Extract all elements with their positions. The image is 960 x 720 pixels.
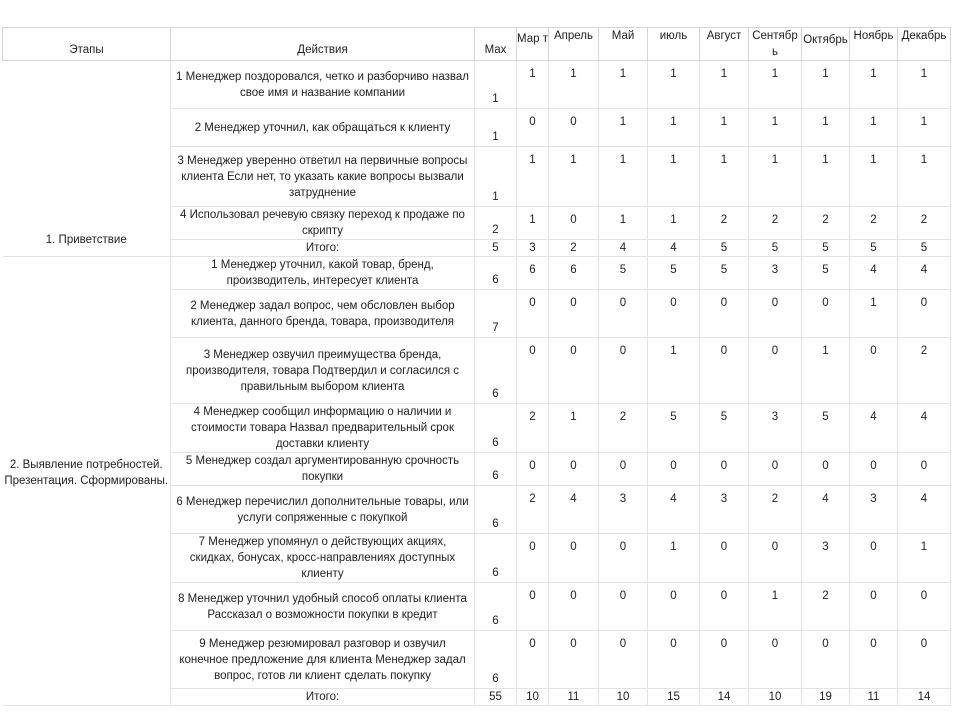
score-value: 0 [549, 534, 599, 583]
score-value: 1 [599, 61, 648, 109]
total-max: 5 [475, 240, 517, 257]
action-text: 2 Менеджер уточнил, как обращаться к клиенту [171, 109, 475, 147]
max-value: 7 [475, 290, 517, 338]
score-value: 0 [749, 453, 802, 486]
score-value: 1 [549, 404, 599, 453]
score-value: 5 [648, 404, 700, 453]
total-label: Итого: [171, 689, 475, 706]
score-value: 1 [898, 61, 951, 109]
score-value: 0 [648, 583, 700, 631]
header-month: Апрель [549, 28, 599, 61]
score-value: 4 [802, 486, 850, 534]
score-value: 1 [802, 338, 850, 404]
score-value: 5 [802, 404, 850, 453]
header-month: Май [599, 28, 648, 61]
score-value: 0 [700, 534, 749, 583]
score-value: 0 [549, 453, 599, 486]
score-value: 1 [517, 61, 549, 109]
score-value: 5 [700, 404, 749, 453]
stage-name: 2. Выявление потребностей. Презентация. Сформированы. [3, 257, 171, 706]
max-value: 1 [475, 147, 517, 207]
score-value: 2 [898, 207, 951, 240]
score-value: 1 [802, 109, 850, 147]
total-max: 55 [475, 689, 517, 706]
header-month: Сентябр ь [749, 28, 802, 61]
total-value: 10 [517, 689, 549, 706]
score-value: 0 [749, 534, 802, 583]
score-value: 0 [898, 583, 951, 631]
score-value: 0 [802, 631, 850, 689]
score-value: 0 [700, 631, 749, 689]
score-value: 1 [517, 207, 549, 240]
header-max: Max [475, 28, 517, 61]
score-value: 3 [850, 486, 898, 534]
max-value: 2 [475, 207, 517, 240]
total-value: 15 [648, 689, 700, 706]
score-value: 1 [749, 61, 802, 109]
table-body [3, 28, 951, 706]
score-value: 2 [749, 486, 802, 534]
score-value: 0 [850, 453, 898, 486]
score-value: 4 [850, 257, 898, 290]
score-value: 0 [749, 290, 802, 338]
score-value: 1 [802, 147, 850, 207]
score-value: 0 [648, 453, 700, 486]
header-month: июль [648, 28, 700, 61]
score-value: 4 [850, 404, 898, 453]
score-value: 0 [898, 453, 951, 486]
score-value: 3 [802, 534, 850, 583]
score-value: 2 [700, 207, 749, 240]
score-value: 3 [599, 486, 648, 534]
total-value: 11 [850, 689, 898, 706]
score-value: 1 [749, 109, 802, 147]
score-value: 0 [700, 338, 749, 404]
score-value: 1 [599, 147, 648, 207]
score-value: 5 [802, 257, 850, 290]
max-value: 6 [475, 338, 517, 404]
action-text: 8 Менеджер уточнил удобный способ оплаты клиента Рассказал о возможности покупки в кредит [171, 583, 475, 631]
score-value: 0 [517, 534, 549, 583]
score-value: 1 [648, 147, 700, 207]
score-value: 1 [850, 61, 898, 109]
action-text: 5 Менеджер создал аргументированную срочность покупки [171, 453, 475, 486]
max-value: 6 [475, 257, 517, 290]
max-value: 6 [475, 534, 517, 583]
action-text: 1 Менеджер уточнил, какой товар, бренд, производитель, интересует клиента [171, 257, 475, 290]
total-value: 14 [700, 689, 749, 706]
evaluation-table [2, 27, 951, 706]
score-value: 1 [700, 61, 749, 109]
score-value: 1 [648, 338, 700, 404]
header-stages: Этапы [3, 28, 171, 61]
score-value: 6 [517, 257, 549, 290]
score-value: 2 [898, 338, 951, 404]
header-actions: Действия [171, 28, 475, 61]
score-value: 1 [898, 109, 951, 147]
score-value: 0 [802, 453, 850, 486]
total-value: 11 [549, 689, 599, 706]
score-value: 1 [648, 534, 700, 583]
score-value: 1 [898, 534, 951, 583]
score-value: 2 [802, 207, 850, 240]
max-value: 6 [475, 404, 517, 453]
total-value: 5 [700, 240, 749, 257]
score-value: 1 [517, 147, 549, 207]
score-value: 1 [850, 147, 898, 207]
score-value: 4 [898, 257, 951, 290]
score-value: 2 [802, 583, 850, 631]
score-value: 2 [517, 486, 549, 534]
score-value: 0 [898, 631, 951, 689]
score-value: 0 [850, 338, 898, 404]
score-value: 0 [599, 453, 648, 486]
score-value: 1 [648, 207, 700, 240]
action-text: 3 Менеджер уверенно ответил на первичные вопросы клиента Если нет, то указать какие вопросы вызвали затруднение [171, 147, 475, 207]
score-value: 1 [700, 109, 749, 147]
header-month: Ноябрь [850, 28, 898, 61]
action-text: 9 Менеджер резюмировал разговор и озвучил конечное предложение для клиента Менеджер задал вопрос, готов ли клиент сделать покупку [171, 631, 475, 689]
header-month: Мар т [517, 28, 549, 61]
score-value: 0 [648, 290, 700, 338]
table-row [3, 61, 951, 109]
score-value: 1 [749, 583, 802, 631]
action-text: 4 Использовал речевую связку переход к продаже по скрипту [171, 207, 475, 240]
score-value: 6 [549, 257, 599, 290]
score-value: 0 [700, 290, 749, 338]
action-text: 3 Менеджер озвучил преимущества бренда, производителя, товара Подтвердил и согласился с правильным выбором клиента [171, 338, 475, 404]
score-value: 1 [599, 207, 648, 240]
action-text: 7 Менеджер упомянул о действующих акциях, скидках, бонусах, кросс-направлениях доступных клиенту [171, 534, 475, 583]
score-value: 2 [517, 404, 549, 453]
score-value: 0 [648, 631, 700, 689]
score-value: 5 [599, 257, 648, 290]
score-value: 0 [517, 453, 549, 486]
score-value: 4 [898, 404, 951, 453]
score-value: 4 [898, 486, 951, 534]
max-value: 6 [475, 453, 517, 486]
score-value: 0 [850, 631, 898, 689]
stage-name: 1. Приветствие [3, 61, 171, 257]
score-value: 2 [749, 207, 802, 240]
score-value: 3 [749, 257, 802, 290]
max-value: 1 [475, 61, 517, 109]
score-value: 0 [549, 631, 599, 689]
total-value: 5 [898, 240, 951, 257]
action-text: 2 Менеджер задал вопрос, чем обсловлен выбор клиента, данного бренда, товара, производителя [171, 290, 475, 338]
table-row [3, 257, 951, 290]
score-value: 0 [549, 290, 599, 338]
score-value: 0 [517, 290, 549, 338]
score-value: 0 [802, 290, 850, 338]
score-value: 0 [749, 631, 802, 689]
header-row [3, 28, 951, 61]
total-label: Итого: [171, 240, 475, 257]
max-value: 6 [475, 583, 517, 631]
score-value: 1 [648, 109, 700, 147]
score-value: 1 [549, 147, 599, 207]
action-text: 1 Менеджер поздоровался, четко и разборчиво назвал свое имя и название компании [171, 61, 475, 109]
total-value: 5 [802, 240, 850, 257]
score-value: 0 [898, 290, 951, 338]
score-value: 0 [549, 207, 599, 240]
score-value: 0 [549, 338, 599, 404]
score-value: 1 [898, 147, 951, 207]
total-value: 3 [517, 240, 549, 257]
score-value: 5 [648, 257, 700, 290]
score-value: 1 [599, 109, 648, 147]
total-value: 10 [749, 689, 802, 706]
score-value: 4 [648, 486, 700, 534]
score-value: 0 [599, 534, 648, 583]
score-value: 0 [850, 583, 898, 631]
score-value: 0 [599, 631, 648, 689]
score-value: 0 [517, 109, 549, 147]
total-value: 10 [599, 689, 648, 706]
total-value: 2 [549, 240, 599, 257]
score-value: 1 [802, 61, 850, 109]
score-value: 0 [749, 338, 802, 404]
max-value: 1 [475, 109, 517, 147]
total-value: 5 [850, 240, 898, 257]
score-value: 1 [700, 147, 749, 207]
score-value: 0 [850, 534, 898, 583]
action-text: 6 Менеджер перечислил дополнительные товары, или услуги сопряженные с покупкой [171, 486, 475, 534]
score-value: 1 [850, 109, 898, 147]
score-value: 0 [700, 453, 749, 486]
score-value: 0 [517, 338, 549, 404]
total-value: 4 [648, 240, 700, 257]
score-value: 0 [549, 109, 599, 147]
score-value: 1 [850, 290, 898, 338]
total-value: 19 [802, 689, 850, 706]
score-value: 5 [700, 257, 749, 290]
score-value: 1 [549, 61, 599, 109]
header-month: Август [700, 28, 749, 61]
score-value: 0 [517, 631, 549, 689]
header-month: Октябрь [802, 28, 850, 61]
action-text: 4 Менеджер сообщил информацию о наличии и стоимости товара Назвал предварительный срок доставки клиенту [171, 404, 475, 453]
header-month: Декабрь [898, 28, 951, 61]
score-value: 0 [549, 583, 599, 631]
score-value: 0 [599, 290, 648, 338]
score-value: 2 [599, 404, 648, 453]
max-value: 6 [475, 631, 517, 689]
score-value: 4 [549, 486, 599, 534]
total-value: 5 [749, 240, 802, 257]
score-value: 0 [517, 583, 549, 631]
total-value: 14 [898, 689, 951, 706]
score-value: 0 [599, 583, 648, 631]
score-value: 1 [749, 147, 802, 207]
max-value: 6 [475, 486, 517, 534]
score-value: 2 [850, 207, 898, 240]
score-value: 0 [700, 583, 749, 631]
score-value: 0 [599, 338, 648, 404]
total-value: 4 [599, 240, 648, 257]
score-value: 3 [749, 404, 802, 453]
score-value: 3 [700, 486, 749, 534]
score-value: 1 [648, 61, 700, 109]
